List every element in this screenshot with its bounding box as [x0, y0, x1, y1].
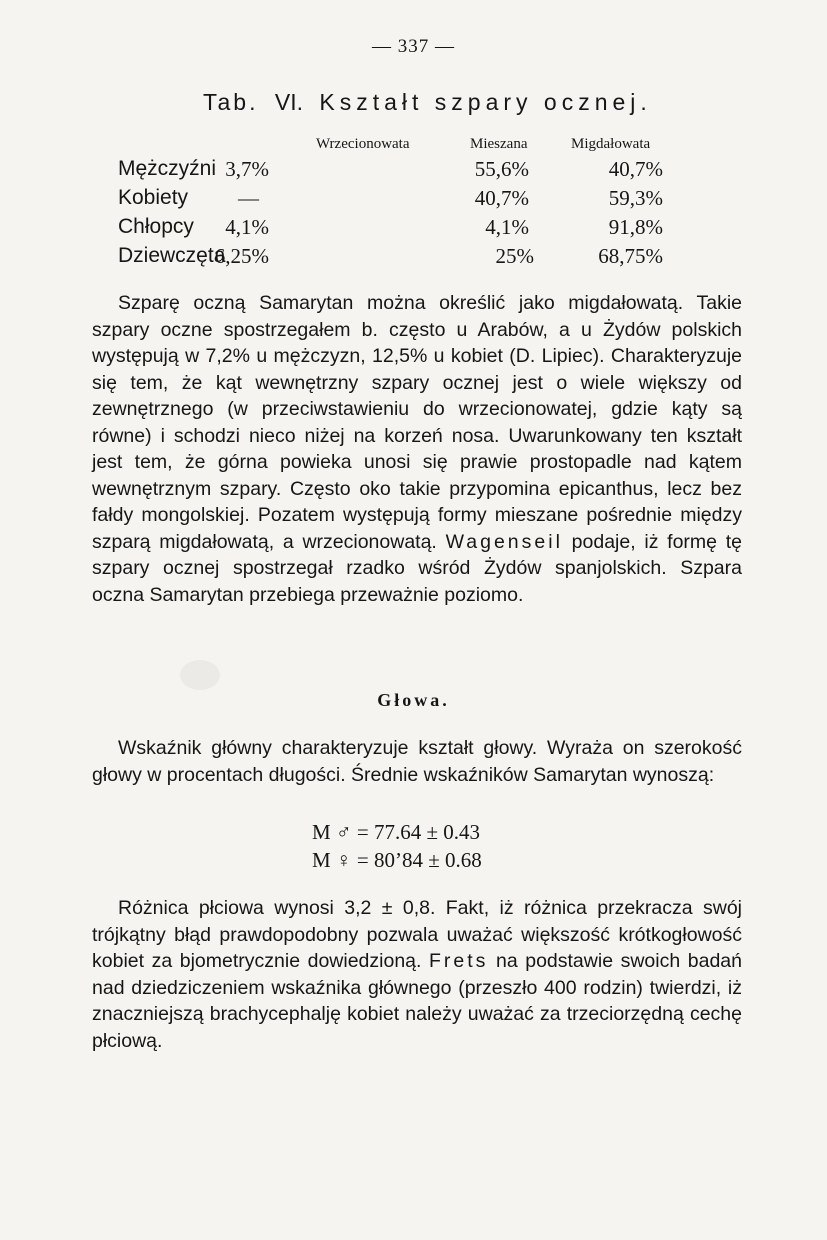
paragraph-text: Różnica płciowa wynosi 3,2 ± 0,8. Fakt, iż różnica przekracza swój trójkątny błąd prawdopodobny pozwala uważać większość krótkogłowość kobiet za bjometrycznie dowiedzioną.	[92, 897, 742, 972]
row-label: Kobiety	[118, 186, 189, 209]
table-cell: 40,7%	[474, 186, 529, 210]
table-cell: —	[238, 186, 259, 210]
table-row	[0, 244, 827, 274]
table-row	[0, 186, 827, 216]
table-cell: 68,75%	[598, 244, 663, 268]
author-name: Wagenseil	[445, 530, 563, 553]
table-row	[0, 215, 827, 245]
paragraph-text: podaje, iż formę tę szpary ocznej spostrzegał rzadko wśród Żydów spanjolskich. Szpara oczna Samarytan przebiega przeważnie poziomo.	[92, 530, 743, 606]
row-label: Mężczyźni	[118, 157, 217, 180]
table-cell: 4,1%	[485, 215, 529, 239]
column-header-mieszana: Mieszana	[470, 136, 528, 152]
table-cell: 4,1%	[225, 215, 269, 239]
row-label: Dziewczęta	[118, 244, 226, 267]
paragraph-eye-shape	[92, 290, 742, 608]
author-name: Frets	[429, 950, 489, 972]
table-caption: Kształt szpary ocznej.	[319, 89, 652, 115]
table-cell: 3,7%	[225, 157, 269, 181]
table-cell: 40,7%	[608, 157, 663, 181]
table-number: VI.	[274, 89, 303, 115]
section-heading: Głowa.	[377, 690, 450, 710]
table-prefix: Tab.	[203, 89, 259, 115]
paragraph-text: Wskaźnik główny charakteryzuje kształt głowy. Wyraża on szerokość głowy w procentach długości. Średnie wskaźników Samarytan wynoszą:	[92, 737, 742, 786]
formula-female: M ♀ = 80’84 ± 0.68	[312, 848, 482, 872]
paragraph-text: na podstawie swoich badań nad dziedziczeniem wskaźnika głównego (przeszło 400 rodzin) twierdzi, iż znaczniejszą brachycephalję kobiet należy uważać za trzeciorzędną cechę płciową.	[92, 950, 742, 1052]
table-title	[203, 89, 652, 116]
table-cell: 6,25%	[214, 244, 269, 268]
paragraph-head-index	[92, 735, 742, 788]
paragraph-sex-difference	[92, 895, 742, 1054]
paper-stain	[180, 660, 220, 690]
table-cell: 59,3%	[608, 186, 663, 210]
row-label: Chłopcy	[118, 215, 194, 238]
column-header-wrzecionowata: Wrzecionowata	[316, 136, 410, 152]
table-cell: 91,8%	[608, 215, 663, 239]
table-cell: 55,6%	[474, 157, 529, 181]
paragraph-text: Szparę oczną Samarytan można określić jako migdałowatą. Takie szpary oczne spostrzegałem b. często u Arabów, a u Żydów polskich występują w 7,2% u mężczyzn, 12,5% u kobiet (D. Lipiec). Charakteryzuje się tem, że kąt wewnętrzny szpary ocznej jest o wiele większy od zewnętrznego (w przeciwstawieniu do wrzecionowatej, gdzie kąty są równe) i schodzi nieco niżej na korzeń nosa. Uwarunkowany ten kształt jest tem, że górna powieka unosi się prawie prostopadle nad kątem wewnętrznym szpary. Często oko takie przypomina epicanthus, lecz bez fałdy mongolskiej. Pozatem występują formy mieszane pośrednie między szparą migdałowatą, a wrzecionowatą.	[92, 292, 742, 553]
formula-male: M ♂ = 77.64 ± 0.43	[312, 820, 481, 844]
table-cell: 25%	[495, 244, 534, 268]
table-row	[0, 157, 827, 187]
column-header-migdalowata: Migdałowata	[571, 136, 651, 152]
page-number: — 337 —	[372, 36, 455, 57]
